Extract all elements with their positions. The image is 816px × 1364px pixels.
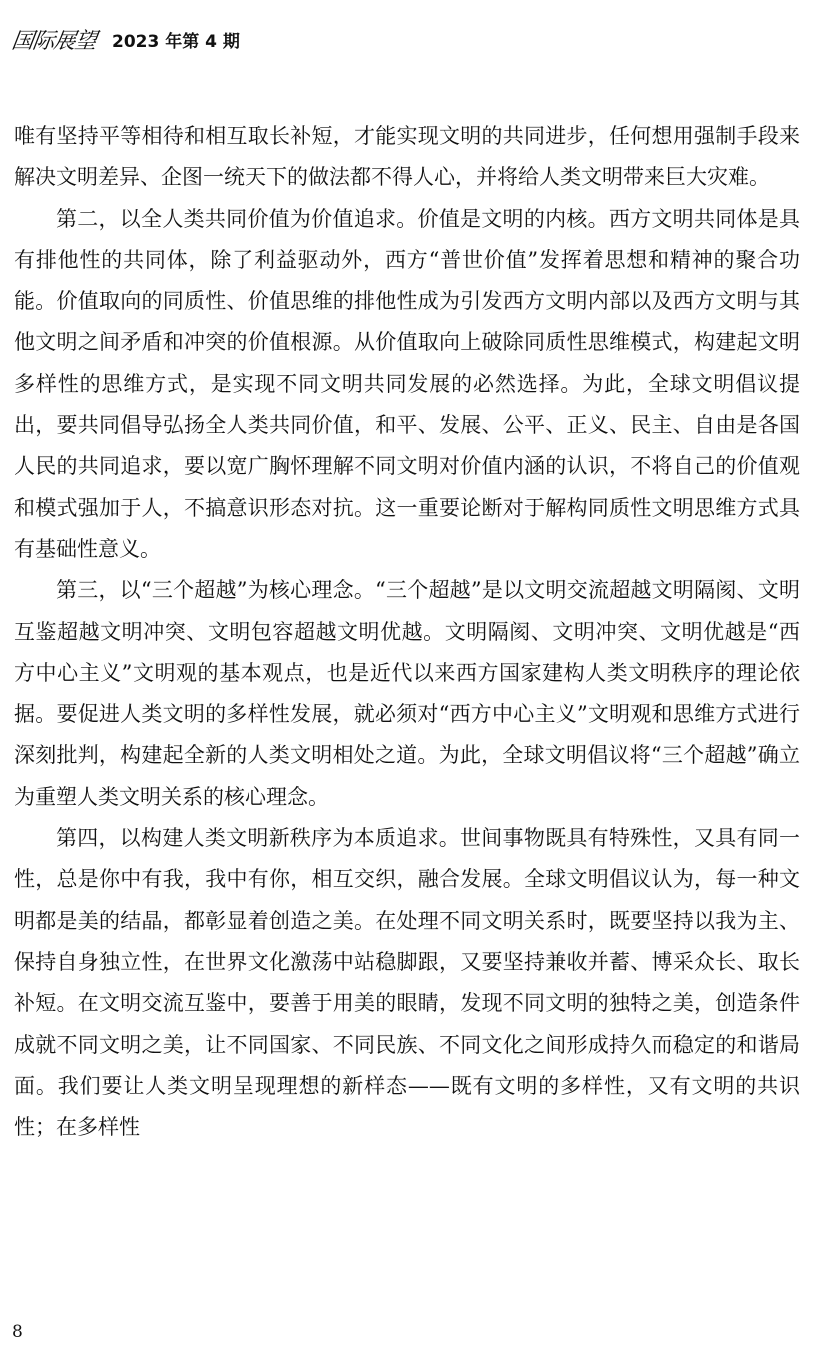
paragraph-continuation: 唯有坚持平等相待和相互取长补短，才能实现文明的共同进步，任何想用强制手段来解决文明差异、企图一统天下的做法都不得人心，并将给人类文明带来巨大灾难。 bbox=[14, 124, 800, 190]
page-number: 8 bbox=[12, 1322, 23, 1342]
running-header bbox=[9, 22, 240, 56]
paragraph-third-point: 第三，以“三个超越”为核心理念。“三个超越”是以文明交流超越文明隔阂、文明互鉴超越文明冲突、文明包容超越文明优越。文明隔阂、文明冲突、文明优越是“西方中心主义”文明观的基本观点，也是近代以来西方国家建构人类文明秩序的理论依据。要促进人类文明的多样性发展，就必须对“西方中心主义”文明观和思维方式进行深刻批判，构建起全新的人类文明相处之道。为此，全球文明倡议将“三个超越”确立为重塑人类文明关系的核心理念。 bbox=[14, 578, 800, 809]
paragraph-fourth-point: 第四，以构建人类文明新秩序为本质追求。世间事物既具有特殊性，又具有同一性，总是你中有我，我中有你，相互交织，融合发展。全球文明倡议认为，每一种文明都是美的结晶，都彰显着创造之美。在处理不同文明关系时，既要坚持以我为主、保持自身独立性，在世界文化激荡中站稳脚跟，又要坚持兼收并蓄、博采众长、取长补短。在文明交流互鉴中，要善于用美的眼睛，发现不同文明的独特之美，创造条件成就不同文明之美，让不同国家、不同民族、不同文化之间形成持久而稳定的和谐局面。我们要让人类文明呈现理想的新样态——既有文明的多样性，又有文明的共识性；在多样性 bbox=[14, 826, 800, 1140]
article-body bbox=[14, 116, 800, 1148]
paragraph-second-point: 第二，以全人类共同价值为价值追求。价值是文明的内核。西方文明共同体是具有排他性的共同体，除了利益驱动外，西方“普世价值”发挥着思想和精神的聚合功能。价值取向的同质性、价值思维的排他性成为引发西方文明内部以及西方文明与其他文明之间矛盾和冲突的价值根源。从价值取向上破除同质性思维模式，构建起文明多样性的思维方式，是实现不同文明共同发展的必然选择。为此，全球文明倡议提出，要共同倡导弘扬全人类共同价值，和平、发展、公平、正义、民主、自由是各国人民的共同追求，要以宽广胸怀理解不同文明对价值内涵的认识，不将自己的价值观和模式强加于人，不搞意识形态对抗。这一重要论断对于解构同质性文明思维方式具有基础性意义。 bbox=[14, 206, 800, 561]
journal-logo: 国际展望 bbox=[9, 28, 98, 54]
issue-label: 2023 年第 4 期 bbox=[112, 31, 240, 52]
